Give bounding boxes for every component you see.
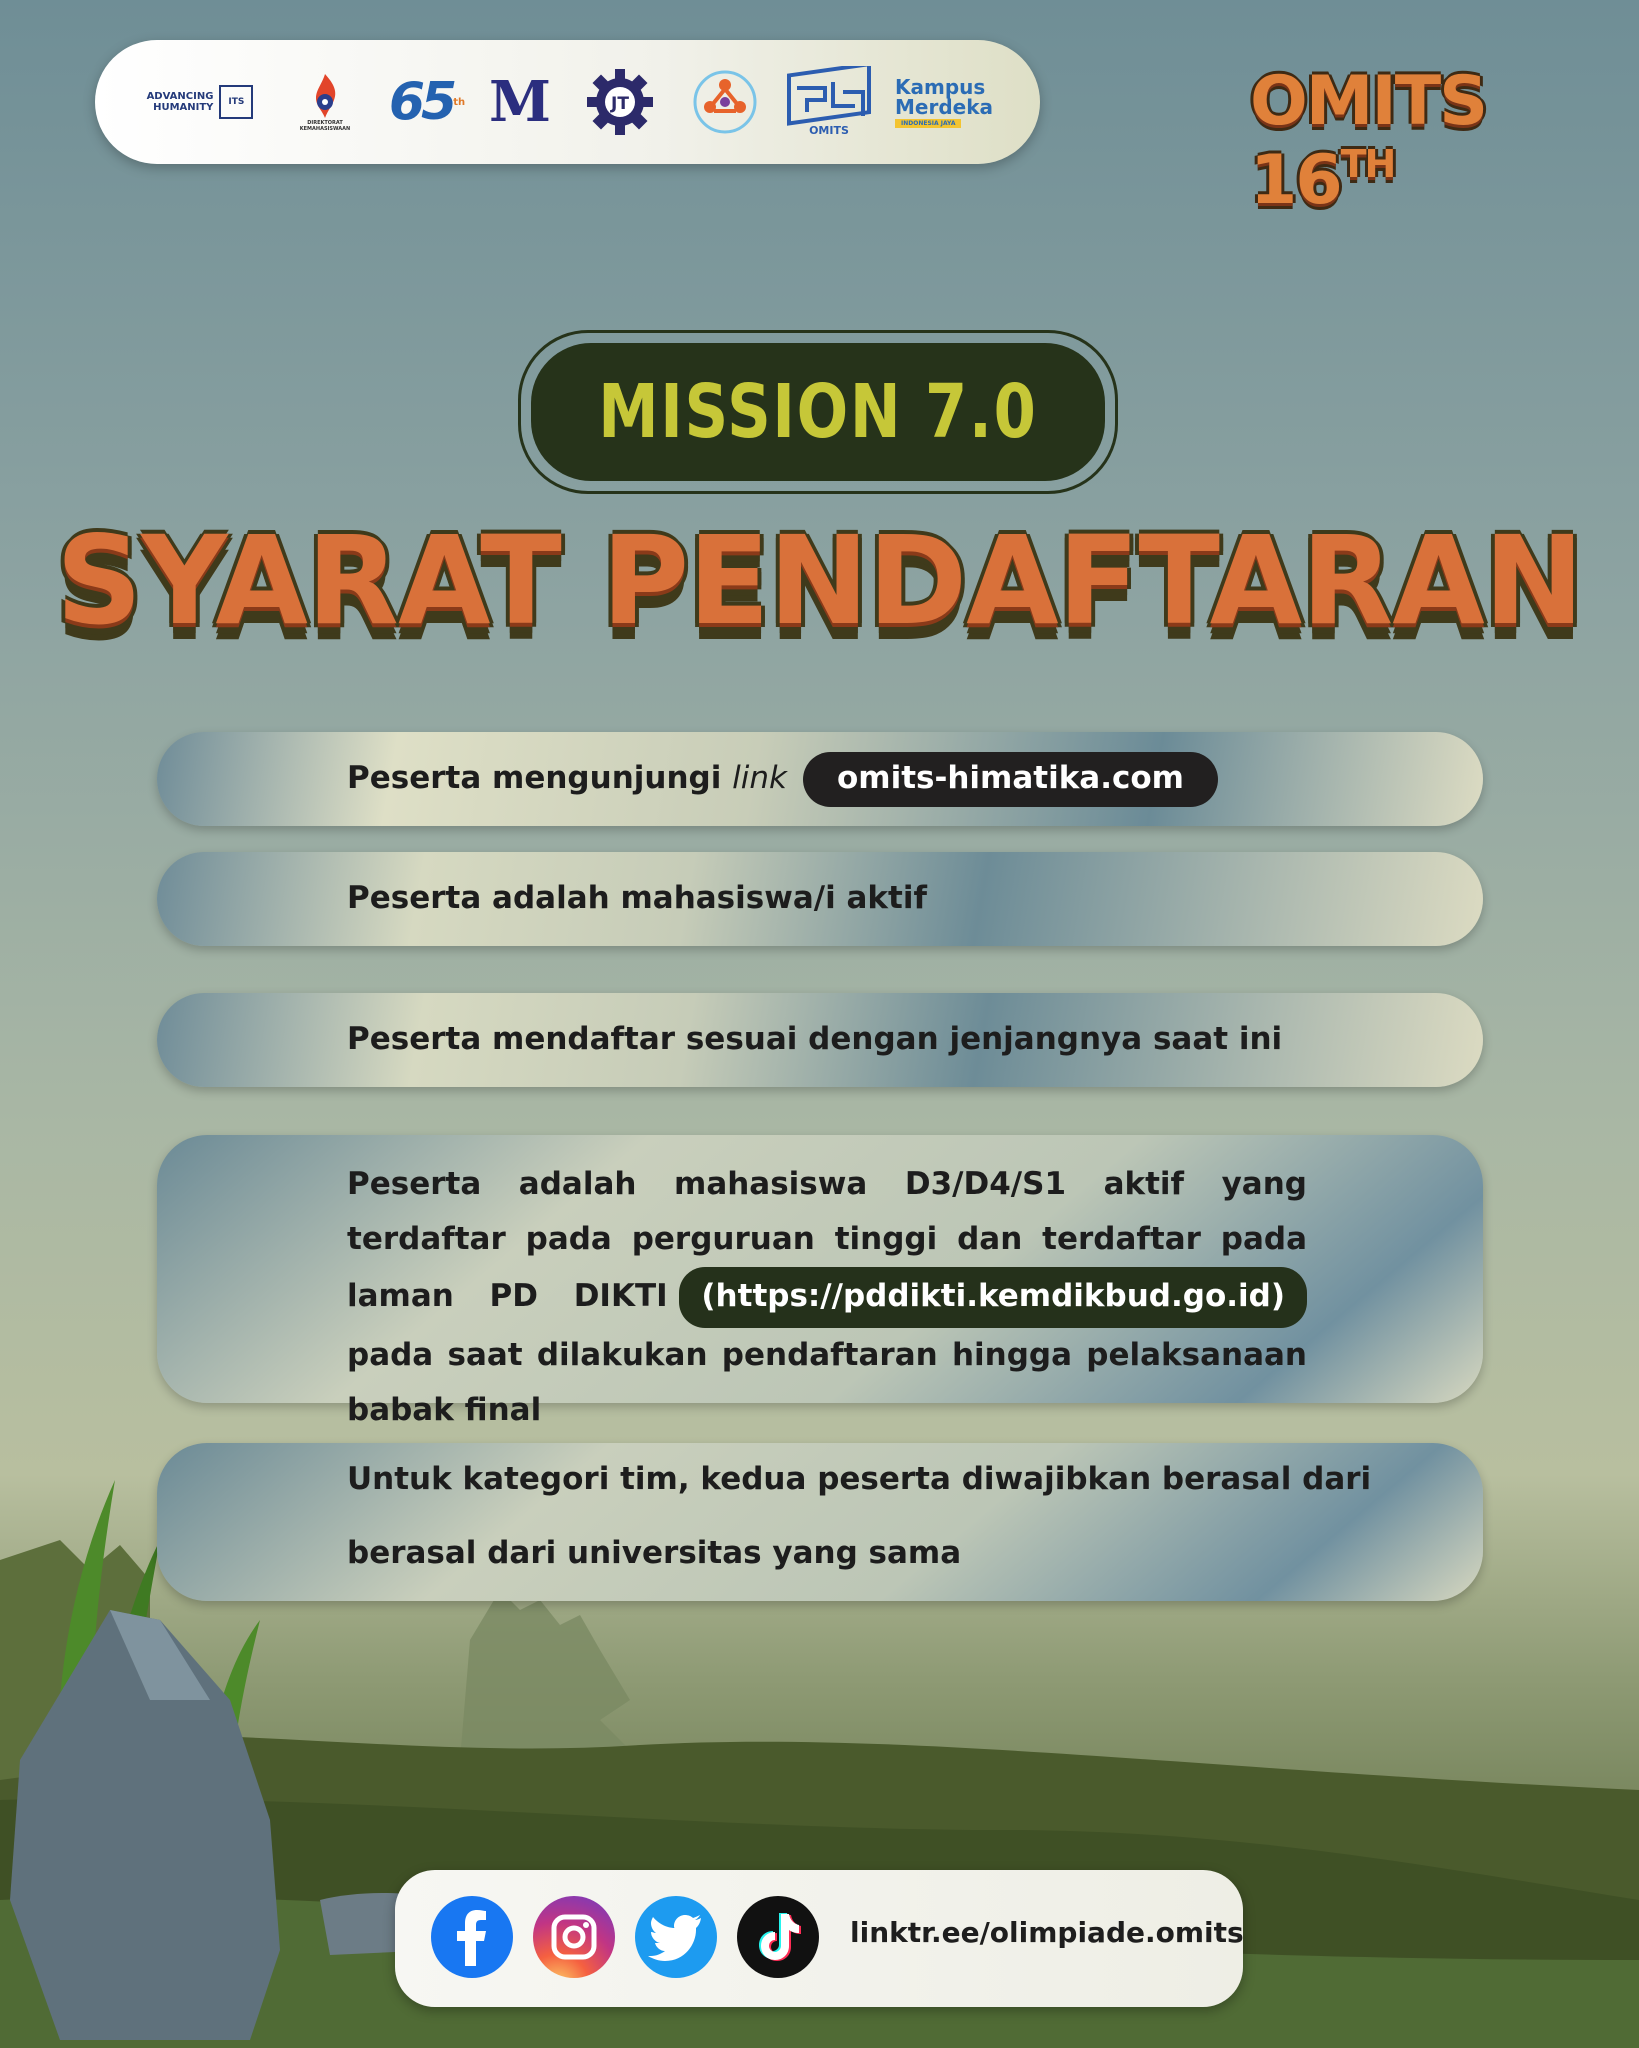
anniversary-logo [387,62,467,142]
requirement-5-line1: Untuk kategori tim, kedua peserta diwajibkan berasal dari [347,1461,1372,1497]
sponsor-logo-bar [95,40,1040,164]
its-tagline-line2: HUMANITY [153,102,214,113]
event-badge-main: OMITS 16 [1250,62,1487,220]
people-circle-icon [690,67,760,137]
direktorat-label: DIREKTORAT [307,120,343,126]
page-title: SYARAT PENDAFTARAN [56,510,1583,652]
requirement-text [347,752,1218,807]
requirement-item [157,993,1483,1087]
tiktok-icon[interactable] [737,1896,819,1978]
instagram-icon[interactable] [533,1896,615,1978]
requirement-1-text: Peserta mengunjungi [347,760,733,796]
kampus-merdeka-logo [895,62,995,142]
direktorat-kemahasiswaan-logo [290,62,360,142]
twitter-glyph [635,1896,717,1978]
requirement-item [157,1135,1483,1428]
requirement-5-line2: berasal dari universitas yang sama [347,1535,962,1571]
m-logo [485,62,555,142]
kemahasiswaan-label: KEMAHASISWAAN [299,126,351,132]
people-logo [685,62,765,142]
requirement-1-italic: link [732,760,787,796]
maze-logo-text: OMITS [809,124,849,137]
twitter-icon[interactable] [635,1896,717,1978]
its-emblem [219,85,253,119]
requirement-4-text-after: pada saat dilakukan pendaftaran hingga pelaksanaan babak final [347,1337,1307,1428]
flame-emblem-icon [308,72,342,120]
linktree-link[interactable]: linktr.ee/olimpiade.omits [850,1916,1244,1949]
tiktok-glyph [737,1896,819,1978]
m-letter: M [489,69,551,135]
event-badge-sup: TH [1340,142,1395,186]
facebook-glyph [431,1896,513,1978]
omits-maze-logo [785,62,875,142]
event-badge [1250,62,1639,220]
requirement-2-text: Peserta adalah mahasiswa/i aktif [347,880,927,916]
social-bar [395,1870,1243,2007]
registration-link[interactable]: omits-himatika.com [803,752,1218,807]
requirement-4-paragraph [347,1157,1307,1438]
gear-logo [580,62,660,142]
anniversary-sup: th [453,96,466,108]
maze-icon [785,66,875,138]
its-logo [145,62,255,142]
merdeka-label: Merdeka [895,94,994,119]
requirement-item [157,1443,1483,1601]
requirement-3-text: Peserta mendaftar sesuai dengan jenjangnya saat ini [347,1021,1283,1057]
instagram-glyph [533,1896,615,1978]
requirement-item [157,852,1483,946]
mission-badge [518,330,1118,494]
kampus-label: Kampus [895,74,986,99]
requirement-item [157,732,1483,826]
facebook-icon[interactable] [431,1896,513,1978]
requirement-4-text-before: Peserta adalah mahasiswa D3/D4/S1 aktif yang terdaftar pada perguruan tinggi dan terdaftar pada laman PD DIKTI [347,1166,1307,1314]
pddikti-link[interactable]: (https://pddikti.kemdikbud.go.id) [679,1267,1307,1328]
its-badge-text: ITS [228,97,245,107]
its-tagline-line1: ADVANCING [146,91,214,102]
indonesia-jaya-label: INDONESIA JAYA [895,119,961,128]
mission-label: MISSION 7.0 [598,369,1038,455]
gear-icon [585,67,655,137]
gear-logo-text: JT [611,94,629,114]
anniversary-number: 65 [388,72,454,132]
mission-badge-inner [531,343,1105,481]
